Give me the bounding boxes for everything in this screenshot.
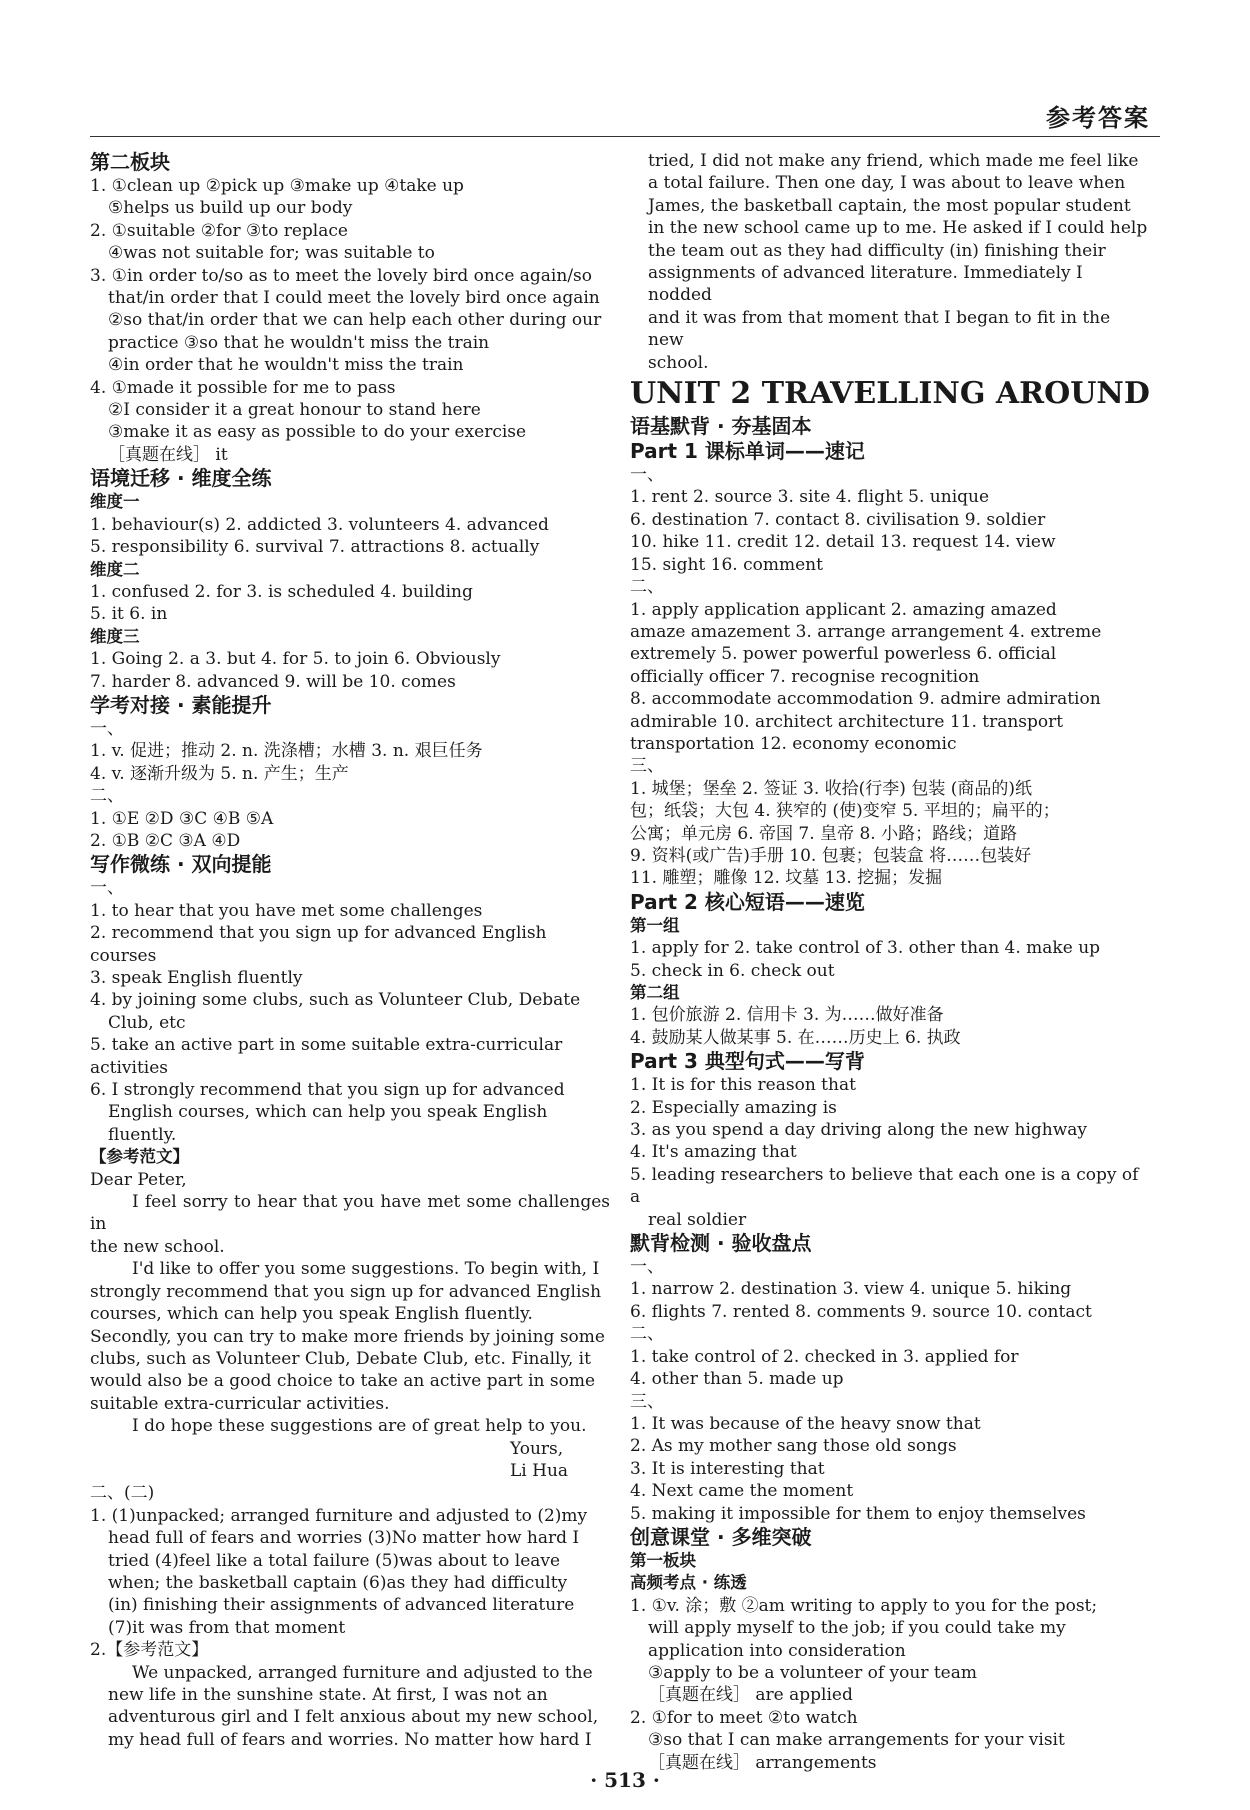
left-line: 6. I strongly recommend that you sign up for advanced (90, 1080, 565, 1101)
left-line: suitable extra-curricular activities. (90, 1393, 390, 1414)
right-line: 10. hike 11. credit 12. detail 13. request 14. view (630, 532, 1056, 553)
left-line: I do hope these suggestions are of great help to you. (132, 1416, 587, 1437)
left-line: 【参考范文】 (90, 1147, 189, 1167)
left-line: 第二板块 (90, 150, 170, 174)
left-line: (in) finishing their assignments of advanced literature (108, 1595, 575, 1616)
right-line: 第二组 (630, 983, 680, 1002)
left-line: 二、(二) (90, 1483, 155, 1504)
right-line: 2. As my mother sang those old songs (630, 1436, 957, 1457)
right-line: school. (648, 352, 709, 373)
right-line: transportation 12. economy economic (630, 733, 957, 754)
left-line: 5. take an active part in some suitable extra-curricular activities (90, 1035, 563, 1078)
left-line: 维度二 (90, 559, 140, 579)
right-line: extremely 5. power powerful powerless 6. official (630, 644, 1057, 665)
left-line: 维度一 (90, 492, 140, 512)
right-line: Part 2 核心短语——速览 (630, 889, 865, 914)
left-line: strongly recommend that you sign up for advanced English (90, 1281, 602, 1302)
right-line: ［真题在线］ arrangements (648, 1752, 877, 1773)
right-line: 5. check in 6. check out (630, 960, 835, 981)
right-line: 3. as you spend a day driving along the new highway (630, 1120, 1088, 1141)
right-line: 2. Especially amazing is (630, 1097, 837, 1118)
page-header-title: 参考答案 (1046, 104, 1150, 132)
left-line: 4. v. 逐渐升级为 5. n. 产生；生产 (90, 763, 349, 784)
right-line: 3. It is interesting that (630, 1458, 825, 1479)
left-line: 1. behaviour(s) 2. addicted 3. volunteers 4. advanced (90, 514, 549, 535)
left-line: 4. by joining some clubs, such as Volunteer Club, Debate (90, 990, 581, 1011)
right-line: 4. Next came the moment (630, 1481, 854, 1502)
left-line: 1. to hear that you have met some challenges (90, 900, 483, 921)
header-rule (90, 136, 1160, 137)
left-line: 7. harder 8. advanced 9. will be 10. comes (90, 671, 456, 692)
right-column (630, 150, 1150, 1774)
right-line: 6. flights 7. rented 8. comments 9. source 10. contact (630, 1301, 1092, 1322)
right-line: 第一板块 (630, 1550, 696, 1570)
right-line: ③apply to be a volunteer of your team (648, 1662, 977, 1683)
left-line: 2. recommend that you sign up for advanced English courses (90, 923, 547, 966)
left-line: 1. ①clean up ②pick up ③make up ④take up (90, 176, 464, 196)
right-line: 公寓；单元房 6. 帝国 7. 皇帝 8. 小路；路线；道路 (630, 823, 1018, 844)
left-line: head full of fears and worries (3)No matter how hard I (108, 1528, 580, 1549)
left-line: We unpacked, arranged furniture and adjusted to the (132, 1662, 593, 1683)
left-line: clubs, such as Volunteer Club, Debate Club, etc. Finally, it (90, 1348, 591, 1369)
left-line: English courses, which can help you speak English (108, 1102, 548, 1123)
left-line: the new school. (90, 1236, 225, 1257)
left-line: I'd like to offer you some suggestions. To begin with, I (132, 1259, 600, 1280)
right-line: and it was from that moment that I began to fit in the new (648, 307, 1111, 351)
right-line: a total failure. Then one day, I was about to leave when (648, 173, 1126, 194)
right-line: 1. It is for this reason that (630, 1075, 856, 1096)
left-line: tried (4)feel like a total failure (5)was about to leave (108, 1550, 561, 1571)
left-line: Yours, (510, 1438, 564, 1459)
right-line: James, the basketball captain, the most popular student (648, 195, 1131, 216)
left-line: 写作微练 · 双向提能 (90, 852, 272, 877)
right-line: 1. apply for 2. take control of 3. other than 4. make up (630, 938, 1101, 959)
right-line: 二、 (630, 577, 664, 598)
left-line: when; the basketball captain (6)as they had difficulty (108, 1572, 568, 1593)
right-line: assignments of advanced literature. Immediately I nodded (648, 263, 1083, 306)
right-line: 4. It's amazing that (630, 1142, 797, 1163)
left-line: ④was not suitable for; was suitable to (108, 243, 435, 264)
right-line: 9. 资料(或广告)手册 10. 包裹；包装盒 将……包装好 (630, 845, 1032, 866)
right-line: ③so that I can make arrangements for your visit (648, 1730, 1065, 1751)
right-line: 默背检测 · 验收盘点 (630, 1231, 812, 1256)
left-line: ④in order that he wouldn't miss the train (108, 355, 464, 376)
left-line: 3. speak English fluently (90, 968, 303, 988)
right-line: application into consideration (648, 1640, 906, 1661)
right-line: 包；纸袋；大包 4. 狭窄的 (使)变窄 5. 平坦的；扁平的； (630, 801, 1060, 822)
right-line: 1. narrow 2. destination 3. view 4. unique 5. hiking (630, 1279, 1072, 1300)
left-line: I feel sorry to hear that you have met some challenges in (90, 1192, 610, 1235)
left-line: 5. responsibility 6. survival 7. attractions 8. actually (90, 537, 540, 558)
left-line: Dear Peter, (90, 1169, 187, 1190)
right-line: 1. 城堡；堡垒 2. 签证 3. 收拾(行李) 包装 (商品的)纸 (630, 778, 1033, 799)
left-line: that/in order that I could meet the lovely bird once again (108, 288, 600, 309)
left-line: Secondly, you can try to make more friends by joining some (90, 1326, 605, 1347)
right-line: 创意课堂 · 多维突破 (630, 1524, 812, 1549)
left-line: fluently. (108, 1124, 177, 1145)
right-line: tried, I did not make any friend, which made me feel like (648, 151, 1139, 171)
right-line: 5. leading researchers to believe that each one is a copy of a (630, 1164, 1139, 1208)
left-line: 1. v. 促进；推动 2. n. 洗涤槽；水槽 3. n. 艰巨任务 (90, 741, 483, 762)
right-line: 15. sight 16. comment (630, 554, 823, 575)
left-line: 2. ①suitable ②for ③to replace (90, 220, 348, 241)
right-line: 1. It was because of the heavy snow that (630, 1413, 981, 1434)
right-line: UNIT 2 TRAVELLING AROUND (630, 376, 1150, 412)
right-line: 1. ①v. 涂；敷 ②am writing to apply to you for the post; (630, 1595, 1098, 1616)
right-line: will apply myself to the job; if you could take my (648, 1618, 1066, 1639)
right-line: 4. other than 5. made up (630, 1369, 844, 1390)
right-line: 一、 (630, 465, 664, 486)
right-line: in the new school came up to me. He asked if I could help (648, 218, 1148, 239)
left-line: 语境迁移 · 维度全练 (90, 466, 272, 491)
left-line: 二、 (90, 786, 124, 807)
left-line: 1. Going 2. a 3. but 4. for 5. to join 6. Obviously (90, 649, 501, 670)
left-line: ［真题在线］ it (108, 444, 228, 465)
right-line: amaze amazement 3. arrange arrangement 4. extreme (630, 621, 1102, 642)
right-line: 三、 (630, 756, 664, 777)
right-line: 2. ①for to meet ②to watch (630, 1707, 858, 1728)
left-line: 3. ①in order to/so as to meet the lovely bird once again/so (90, 265, 593, 286)
left-line: new life in the sunshine state. At first, I was not an (108, 1685, 548, 1705)
left-line: 4. ①made it possible for me to pass (90, 377, 396, 398)
left-line: Club, etc (108, 1012, 186, 1033)
left-line: 1. confused 2. for 3. is scheduled 4. building (90, 581, 473, 602)
right-line: the team out as they had difficulty (in) finishing their (648, 240, 1106, 261)
right-line: 4. 鼓励某人做某事 5. 在……历史上 6. 执政 (630, 1027, 961, 1048)
left-line: ⑤helps us build up our body (108, 198, 353, 219)
left-line: my head full of fears and worries. No matter how hard I (108, 1729, 592, 1750)
left-line: courses, which can help you speak English fluently. (90, 1304, 533, 1325)
left-line: would also be a good choice to take an active part in some (90, 1371, 596, 1392)
page-number: · 513 · (590, 1768, 660, 1792)
left-line: ③make it as easy as possible to do your exercise (108, 422, 527, 443)
right-line: 11. 雕塑；雕像 12. 坟墓 13. 挖掘；发掘 (630, 868, 943, 889)
right-line: real soldier (648, 1209, 747, 1230)
right-line: Part 3 典型句式——写背 (630, 1049, 865, 1074)
left-line: 1. ①E ②D ③C ④B ⑤A (90, 808, 274, 829)
right-line: 1. apply application applicant 2. amazing amazed (630, 599, 1057, 620)
left-line: 1. (1)unpacked; arranged furniture and adjusted to (2)my (90, 1505, 588, 1526)
left-line: 学考对接 · 素能提升 (90, 692, 272, 717)
right-line: 第一组 (630, 915, 680, 935)
left-line: Li Hua (510, 1460, 569, 1481)
left-line: 2. ①B ②C ③A ④D (90, 830, 241, 851)
left-line: practice ③so that he wouldn't miss the train (108, 332, 490, 353)
left-line: 2.【参考范文】 (90, 1640, 209, 1661)
left-line: 一、 (90, 878, 124, 899)
right-line: 一、 (630, 1257, 664, 1278)
right-line: 二、 (630, 1324, 664, 1345)
left-line: (7)it was from that moment (108, 1617, 346, 1638)
right-line: 1. take control of 2. checked in 3. applied for (630, 1346, 1019, 1367)
right-line: Part 1 课标单词——速记 (630, 439, 865, 464)
left-line: adventurous girl and I felt anxious about my new school, (108, 1707, 599, 1728)
right-line: 5. making it impossible for them to enjoy themselves (630, 1503, 1086, 1524)
right-line: 6. destination 7. contact 8. civilisation 9. soldier (630, 509, 1046, 530)
left-column (90, 150, 610, 1751)
right-line: 三、 (630, 1391, 664, 1412)
right-line: 1. 包价旅游 2. 信用卡 3. 为……做好准备 (630, 1005, 944, 1026)
right-line: 1. rent 2. source 3. site 4. flight 5. unique (630, 487, 990, 508)
right-line: 高频考点 · 练透 (630, 1573, 747, 1593)
right-line: 8. accommodate accommodation 9. admire admiration (630, 689, 1101, 710)
left-line: 一、 (90, 718, 124, 739)
right-line: 语基默背 · 夯基固本 (630, 414, 812, 439)
right-line: admirable 10. architect architecture 11. transport (630, 711, 1064, 732)
left-line: 5. it 6. in (90, 604, 168, 625)
left-line: 维度三 (90, 626, 140, 646)
right-line: officially officer 7. recognise recognition (630, 666, 980, 687)
left-line: ②I consider it a great honour to stand here (108, 400, 481, 421)
right-line: ［真题在线］ are applied (648, 1685, 853, 1706)
left-line: ②so that/in order that we can help each other during our (108, 310, 602, 331)
